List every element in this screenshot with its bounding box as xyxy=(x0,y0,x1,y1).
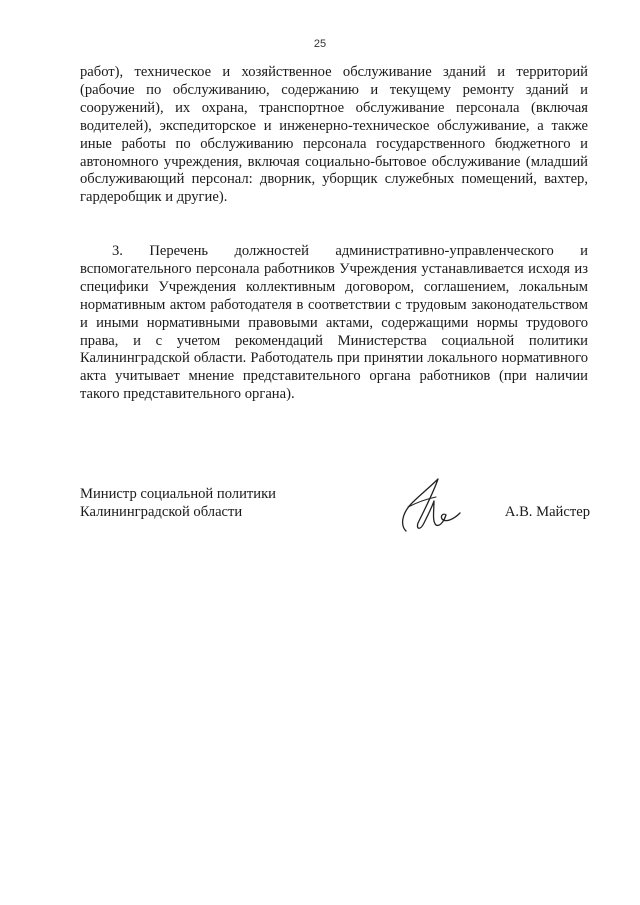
signer-name: А.В. Майстер xyxy=(504,504,590,520)
signer-title-line-2: Калининградской области xyxy=(80,504,243,520)
signature-block xyxy=(80,485,590,565)
body-paragraph-2: 3. Перечень должностей административно-управленческого и вспомогательного персонала работников Учреждения устанавливается исходя из специфики Учреждения коллективным договором, соглашением, локальным нормативным актом работодателя в соответствии с трудовым законодательством и иными нормативными правовыми актами, содержащими нормы трудового права, и с учетом рекомендаций Министерства социальной политики Калининградской области. Работодатель при принятии локального нормативного акта учитывает мнение представительного органа работников (при наличии такого представительного органа). xyxy=(80,243,588,403)
signer-title-line-1: Министр социальной политики xyxy=(80,486,276,502)
body-paragraph-1: работ), техническое и хозяйственное обслуживание зданий и территорий (рабочие по обслуживанию, содержанию и текущему ремонту зданий и сооружений), их охрана, транспортное обслуживание персонала (включая водителей), экспедиторское и инженерно-техническое обслуживание, а также иные работы по обслуживанию персонала государственного бюджетного и автономного учреждения, включая социально-бытовое обслуживание (младший обслуживающий персонал: дворник, уборщик служебных помещений, вахтер, гардеробщик и другие). xyxy=(80,64,588,206)
handwritten-signature xyxy=(398,473,464,539)
page-number: 25 xyxy=(313,38,327,50)
signer-title xyxy=(80,485,276,521)
